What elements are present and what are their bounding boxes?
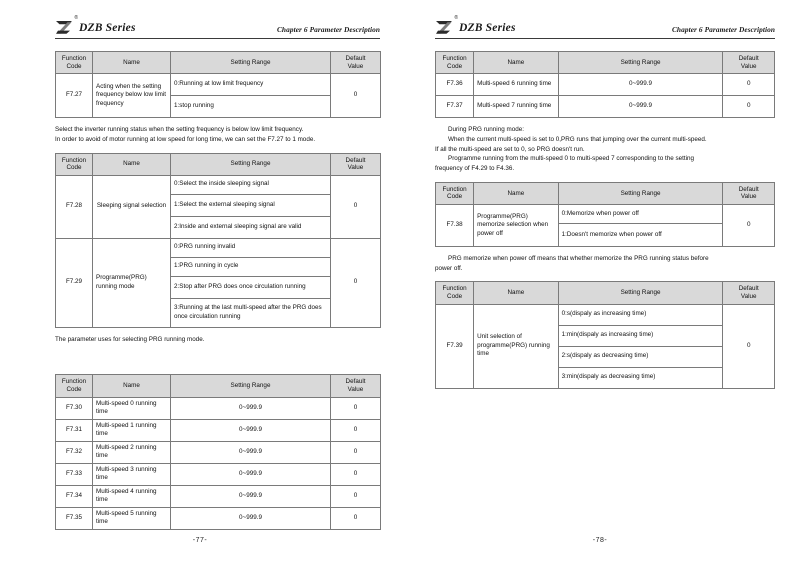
note-paragraph-prg-mode: During PRG running mode: When the current multi-speed is set to 0,PRG runs that jumping over the current multi-speed. If all the multi-speed are set to 0, so PRG doesn't run. Programme running from the multi-speed 0 to multi-speed 7 corresponding to the setting frequency of F4.29 to F4.36. — [435, 126, 707, 173]
dzb-logo-icon — [55, 15, 78, 35]
cell-setting-option: 1:PRG running in cycle — [171, 257, 331, 276]
cell-default-value: 0 — [331, 419, 381, 441]
table-header-row — [56, 153, 381, 175]
cell-setting-option: 1:stop running — [171, 96, 331, 118]
cell-name: Unit selection of programme(PRG) running time — [474, 304, 558, 388]
param-table-f739 — [435, 281, 775, 388]
table-header-row — [56, 52, 381, 74]
cell-function-code: F7.28 — [56, 175, 93, 238]
cell-function-code: F7.27 — [56, 74, 93, 118]
note-paragraph-f727: Select the inverter running status when the setting frequency is below low limit frequency. In order to avoid of motor running at low speed for long time, we can set the F7.27 to 1 mode. — [55, 126, 316, 143]
param-table-f727 — [55, 51, 381, 118]
cell-setting-option: 0:Memorize when power off — [558, 204, 723, 223]
table-row — [56, 441, 381, 463]
registered-trademark-icon: ® — [454, 15, 458, 21]
cell-setting-option: 0:Running at low limit frequency — [171, 74, 331, 96]
cell-setting-option: 1:min(dispaly as increasing time) — [558, 325, 723, 346]
cell-function-code: F7.30 — [56, 397, 93, 419]
cell-function-code: F7.37 — [436, 96, 474, 118]
table-row — [56, 74, 381, 96]
cell-function-code: F7.35 — [56, 507, 93, 529]
table-row — [56, 397, 381, 419]
col-header-function-code: Function Code — [56, 375, 93, 397]
page-number-right: -78- — [592, 537, 608, 544]
cell-function-code: F7.34 — [56, 485, 93, 507]
cell-setting-range: 0~999.9 — [171, 397, 331, 419]
param-table-f738 — [435, 182, 775, 247]
cell-setting-option: 3:Running at the last multi-speed after the PRG does once circulation running — [171, 298, 331, 327]
cell-setting-range: 0~999.9 — [558, 96, 723, 118]
table-row — [56, 485, 381, 507]
cell-setting-range: 0~999.9 — [171, 485, 331, 507]
cell-setting-range: 0~999.9 — [171, 507, 331, 529]
col-header-default-value: Default Value — [723, 52, 775, 74]
col-header-name: Name — [474, 282, 558, 304]
cell-setting-option: 2:Inside and external sleeping signal are valid — [171, 216, 331, 238]
param-table-f730-f735 — [55, 374, 381, 529]
col-header-function-code: Function Code — [56, 52, 93, 74]
col-header-setting-range: Setting Range — [558, 282, 723, 304]
cell-setting-range: 0~999.9 — [558, 74, 723, 96]
cell-default-value: 0 — [331, 175, 381, 238]
page-number-left: -77- — [192, 537, 208, 544]
cell-name: Multi-speed 1 running time — [93, 419, 171, 441]
brand-name: DZB Series — [459, 21, 516, 34]
cell-default-value: 0 — [331, 507, 381, 529]
table-row — [56, 419, 381, 441]
col-header-name: Name — [93, 153, 171, 175]
cell-function-code: F7.33 — [56, 463, 93, 485]
cell-setting-option: 0:Select the inside sleeping signal — [171, 175, 331, 194]
cell-default-value: 0 — [331, 463, 381, 485]
cell-setting-option: 1:Doesn't memorize when power off — [558, 223, 723, 246]
table-row — [56, 238, 381, 257]
page-right — [400, 0, 800, 570]
cell-default-value: 0 — [331, 397, 381, 419]
cell-setting-option: 0:PRG running invalid — [171, 238, 331, 257]
table-row — [56, 175, 381, 194]
col-header-name: Name — [474, 52, 558, 74]
page-header-right — [435, 12, 775, 39]
cell-function-code: F7.36 — [436, 74, 474, 96]
col-header-setting-range: Setting Range — [558, 52, 723, 74]
col-header-name: Name — [93, 52, 171, 74]
chapter-title: Chapter 6 Parameter Description — [276, 25, 380, 34]
cell-function-code: F7.39 — [436, 304, 474, 388]
cell-setting-range: 0~999.9 — [171, 419, 331, 441]
registered-trademark-icon: ® — [74, 15, 78, 21]
param-table-f736-f737 — [435, 51, 775, 118]
table-row — [436, 304, 775, 325]
brand-name: DZB Series — [79, 21, 136, 34]
table-row — [436, 96, 775, 118]
brand-logo-group — [435, 15, 516, 35]
cell-setting-range: 0~999.9 — [171, 441, 331, 463]
col-header-function-code: Function Code — [436, 182, 474, 204]
col-header-name: Name — [474, 182, 558, 204]
col-header-setting-range: Setting Range — [171, 52, 331, 74]
brand-logo-group — [55, 15, 136, 35]
col-header-default-value: Default Value — [331, 52, 381, 74]
cell-name: Multi-speed 5 running time — [93, 507, 171, 529]
col-header-name: Name — [93, 375, 171, 397]
cell-default-value: 0 — [723, 96, 775, 118]
col-header-function-code: Function Code — [436, 282, 474, 304]
cell-function-code: F7.29 — [56, 238, 93, 327]
table-row — [436, 204, 775, 223]
cell-function-code: F7.38 — [436, 204, 474, 246]
cell-name: Multi-speed 2 running time — [93, 441, 171, 463]
param-table-f728-f729 — [55, 153, 381, 328]
cell-name: Sleeping signal selection — [93, 175, 171, 238]
cell-setting-range: 0~999.9 — [171, 463, 331, 485]
cell-default-value: 0 — [331, 485, 381, 507]
cell-default-value: 0 — [331, 441, 381, 463]
section-spacer — [55, 352, 380, 374]
cell-setting-option: 0:s(dispaly as increasing time) — [558, 304, 723, 325]
cell-default-value: 0 — [723, 74, 775, 96]
chapter-title: Chapter 6 Parameter Description — [671, 25, 775, 34]
table-row — [56, 507, 381, 529]
cell-setting-option: 2:Stop after PRG does once circulation running — [171, 276, 331, 298]
col-header-setting-range: Setting Range — [171, 153, 331, 175]
col-header-function-code: Function Code — [56, 153, 93, 175]
table-header-row — [436, 282, 775, 304]
col-header-setting-range: Setting Range — [558, 182, 723, 204]
cell-name: Programme(PRG) memorize selection when power off — [474, 204, 558, 246]
col-header-default-value: Default Value — [331, 153, 381, 175]
table-header-row — [56, 375, 381, 397]
page-header-left — [55, 12, 380, 39]
cell-name: Programme(PRG) running mode — [93, 238, 171, 327]
cell-name: Multi-speed 4 running time — [93, 485, 171, 507]
dzb-logo-icon — [435, 15, 458, 35]
cell-setting-option: 2:s(dispaly as decreasing time) — [558, 346, 723, 367]
note-paragraph-f729: The parameter uses for selecting PRG running mode. — [55, 335, 205, 343]
cell-setting-option: 1:Select the external sleeping signal — [171, 194, 331, 216]
note-paragraph-f738: PRG memorize when power off means that whether memorize the PRG running status before power off. — [435, 254, 709, 272]
cell-default-value: 0 — [331, 238, 381, 327]
col-header-function-code: Function Code — [436, 52, 474, 74]
table-row — [56, 463, 381, 485]
col-header-default-value: Default Value — [723, 182, 775, 204]
cell-name: Multi-speed 6 running time — [474, 74, 558, 96]
table-header-row — [436, 182, 775, 204]
col-header-default-value: Default Value — [331, 375, 381, 397]
cell-name: Multi-speed 3 running time — [93, 463, 171, 485]
col-header-setting-range: Setting Range — [171, 375, 331, 397]
cell-function-code: F7.32 — [56, 441, 93, 463]
cell-name: Acting when the setting frequency below low limit frequency — [93, 74, 171, 118]
table-row — [436, 74, 775, 96]
cell-name: Multi-speed 7 running time — [474, 96, 558, 118]
cell-default-value: 0 — [723, 304, 775, 388]
cell-default-value: 0 — [723, 204, 775, 246]
cell-function-code: F7.31 — [56, 419, 93, 441]
cell-setting-option: 3:min(dispaly as decreasing time) — [558, 367, 723, 388]
table-header-row — [436, 52, 775, 74]
col-header-default-value: Default Value — [723, 282, 775, 304]
cell-name: Multi-speed 0 running time — [93, 397, 171, 419]
cell-default-value: 0 — [331, 74, 381, 118]
